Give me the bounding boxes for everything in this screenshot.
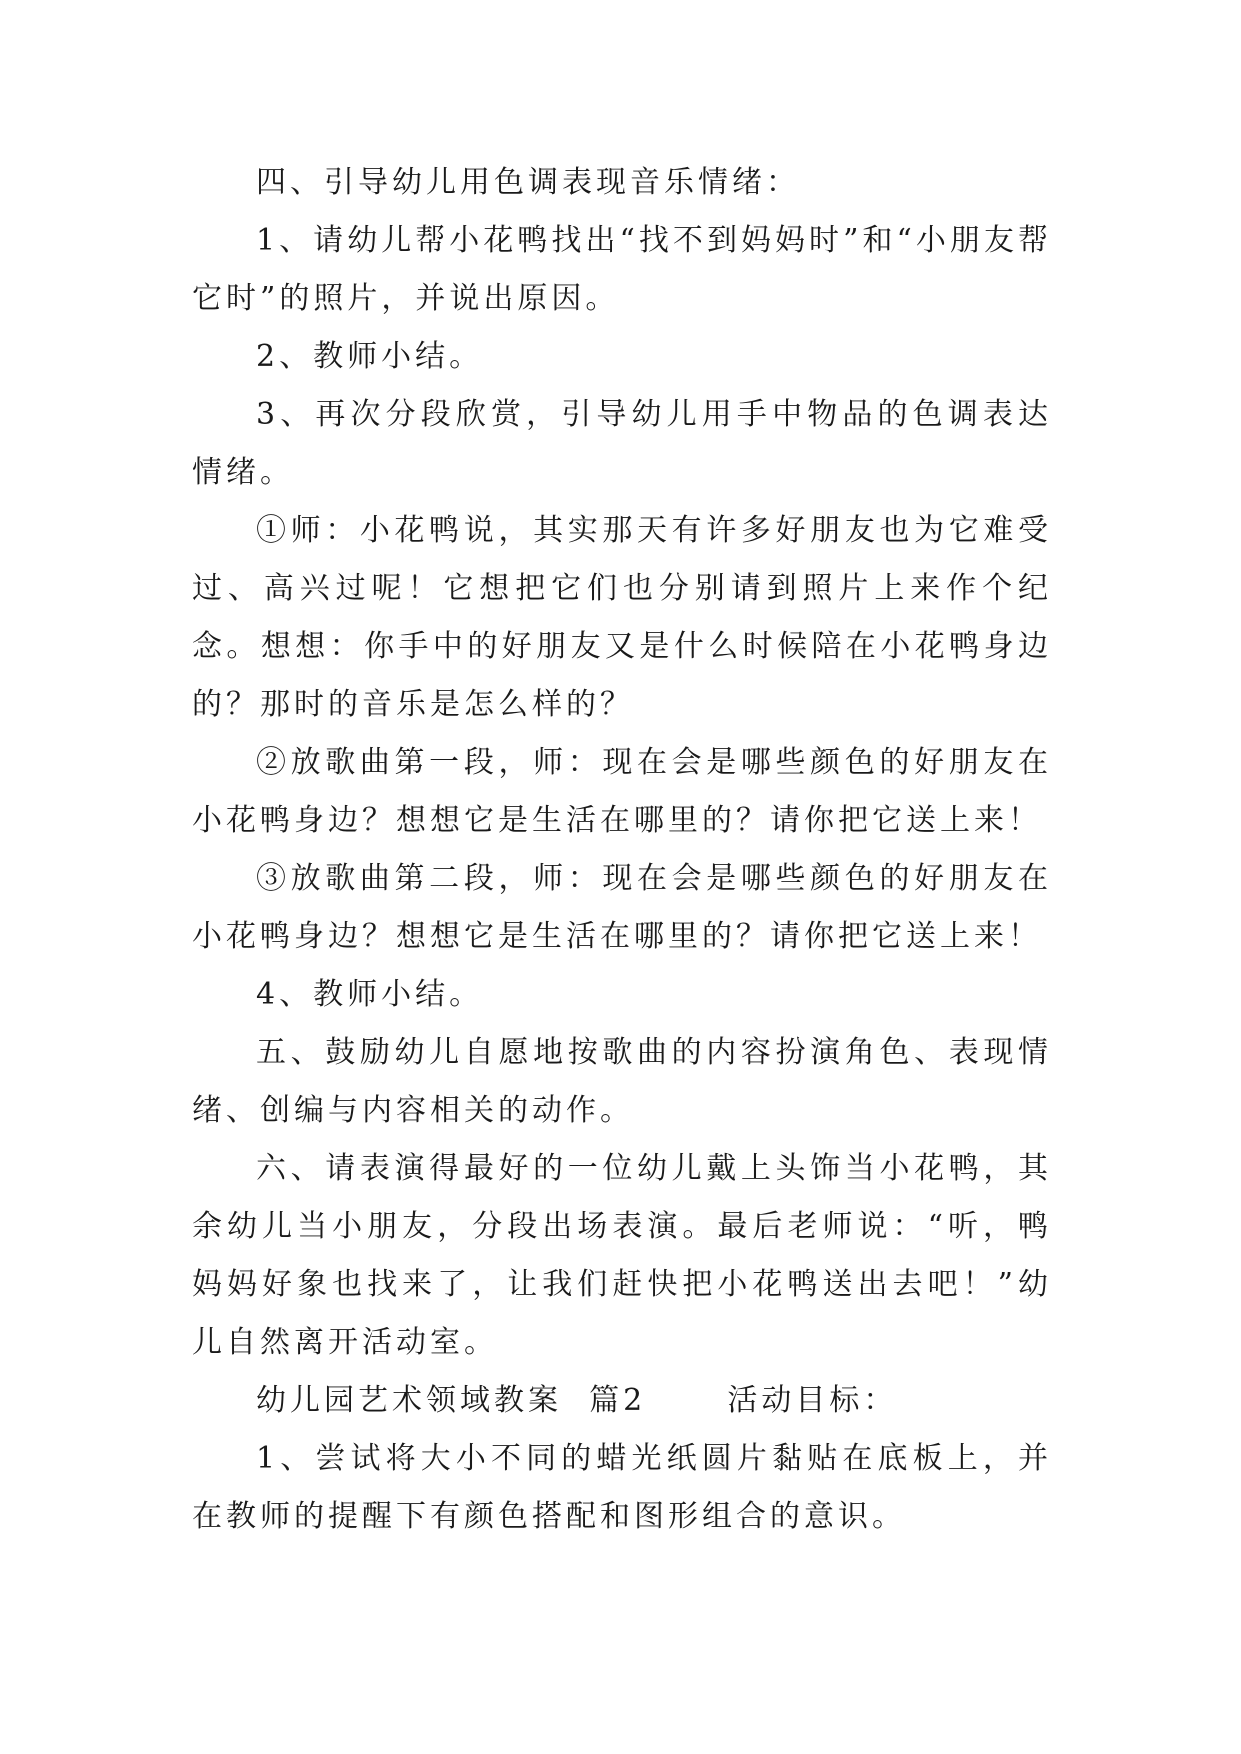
paragraph-section-six: 六、请表演得最好的一位幼儿戴上头饰当小花鸭，其余幼儿当小朋友，分段出场表演。最后老师说：“听，鸭妈妈好象也找来了，让我们赶快把小花鸭送出去吧！”幼儿自然离开活动室。 <box>192 1151 1052 1360</box>
paragraph-section-four: 四、引导幼儿用色调表现音乐情绪： <box>256 165 800 200</box>
paragraph-step-3: 3、再次分段欣赏，引导幼儿用手中物品的色调表达情绪。 <box>192 397 1052 490</box>
paragraph-section-five: 五、鼓励幼儿自愿地按歌曲的内容扮演角色、表现情绪、创编与内容相关的动作。 <box>192 1035 1052 1128</box>
paragraph-step-2: 2、教师小结。 <box>256 339 484 374</box>
paragraph-step-4: 4、教师小结。 <box>256 977 484 1012</box>
paragraph-lesson-2-heading: 幼儿园艺术领域教案 篇2 活动目标： <box>256 1383 898 1418</box>
paragraph-substep-1: ①师：小花鸭说，其实那天有许多好朋友也为它难受过、高兴过呢！它想把它们也分别请到照片上来作个纪念。想想：你手中的好朋友又是什么时候陪在小花鸭身边的？那时的音乐是怎么样的？ <box>192 513 1052 722</box>
paragraph-goal-1: 1、尝试将大小不同的蜡光纸圆片黏贴在底板上，并在教师的提醒下有颜色搭配和图形组合的意识。 <box>192 1441 1052 1534</box>
paragraph-substep-2: ②放歌曲第一段，师：现在会是哪些颜色的好朋友在小花鸭身边？想想它是生活在哪里的？请你把它送上来！ <box>192 745 1052 838</box>
paragraph-substep-3: ③放歌曲第二段，师：现在会是哪些颜色的好朋友在小花鸭身边？想想它是生活在哪里的？请你把它送上来！ <box>192 861 1052 954</box>
document-body <box>192 154 1052 1546</box>
paragraph-step-1: 1、请幼儿帮小花鸭找出“找不到妈妈时”和“小朋友帮它时”的照片，并说出原因。 <box>192 223 1052 316</box>
